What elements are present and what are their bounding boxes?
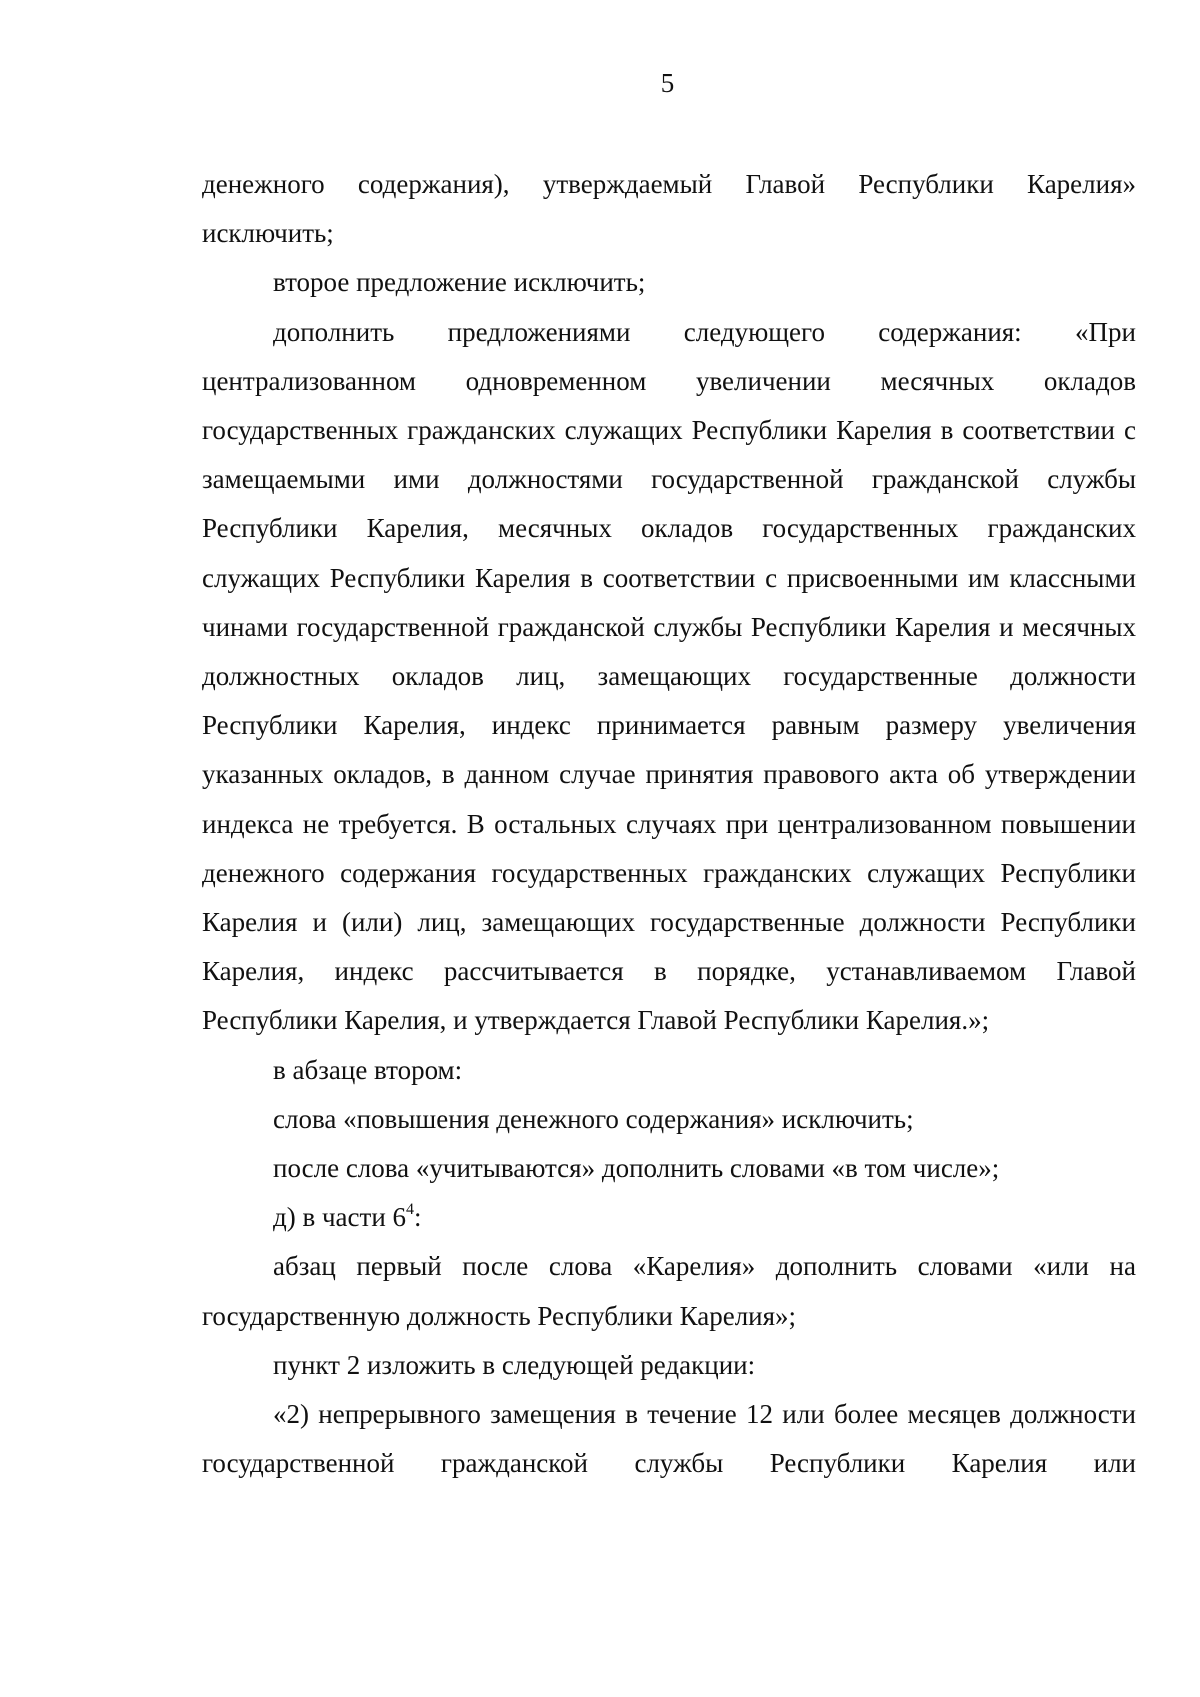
paragraph-new-wording: «2) непрерывного замещения в течение 12 или более месяцев должности государственной гражданской службы Республики Карелия или [202, 1399, 1136, 1479]
part-six-superscript: 4 [406, 1201, 415, 1219]
document-body [202, 160, 1136, 1488]
paragraph-second-sentence: второе предложение исключить; [273, 267, 646, 298]
paragraph-words-exclude: слова «повышения денежного содержания» исключить; [273, 1103, 914, 1134]
paragraph-first-abzac: абзац первый после слова «Карелия» дополнить словами «или на государственную должность Республики Карелия»; [202, 1251, 1136, 1331]
paragraph-continuation: денежного содержания), утверждаемый Главой Республики Карелия» исключить; [202, 169, 1136, 249]
paragraph-second-abzac: в абзаце втором: [273, 1054, 463, 1085]
part-six-text: д) в части 6 [273, 1202, 407, 1233]
paragraph-after-word: после слова «учитываются» дополнить словами «в том числе»; [273, 1153, 1000, 1184]
paragraph-point-two: пункт 2 изложить в следующей редакции: [273, 1349, 756, 1380]
paragraph-supplement: дополнить предложениями следующего содержания: «При централизованном одновременном увеличении месячных окладов государственных гражданских служащих Республики Карелия в соответствии с замещаемыми ими должностями государственной гражданской службы Республики Карелия, месячных окладов государственных гражданских служащих Республики Карелия в соответствии с присвоенными им классными чинами государственной гражданской службы Республики Карелия и месячных должностных окладов лиц, замещающих государственные должности Республики Карелия, индекс принимается равным размеру увеличения указанных окладов, в данном случае принятия правового акта об утверждении индекса не требуется. В остальных случаях при централизованном повышении денежного содержания государственных гражданских служащих Республики Карелия и (или) лиц, замещающих государственные должности Республики Карелия, индекс рассчитывается в порядке, устанавливаемом Главой Республики Карелия, и утверждается Главой Республики Карелия.»; [202, 316, 1136, 1036]
page-number: 5 [660, 68, 675, 98]
part-six-suffix: : [414, 1202, 422, 1233]
paragraph-part-six [202, 1193, 1136, 1242]
